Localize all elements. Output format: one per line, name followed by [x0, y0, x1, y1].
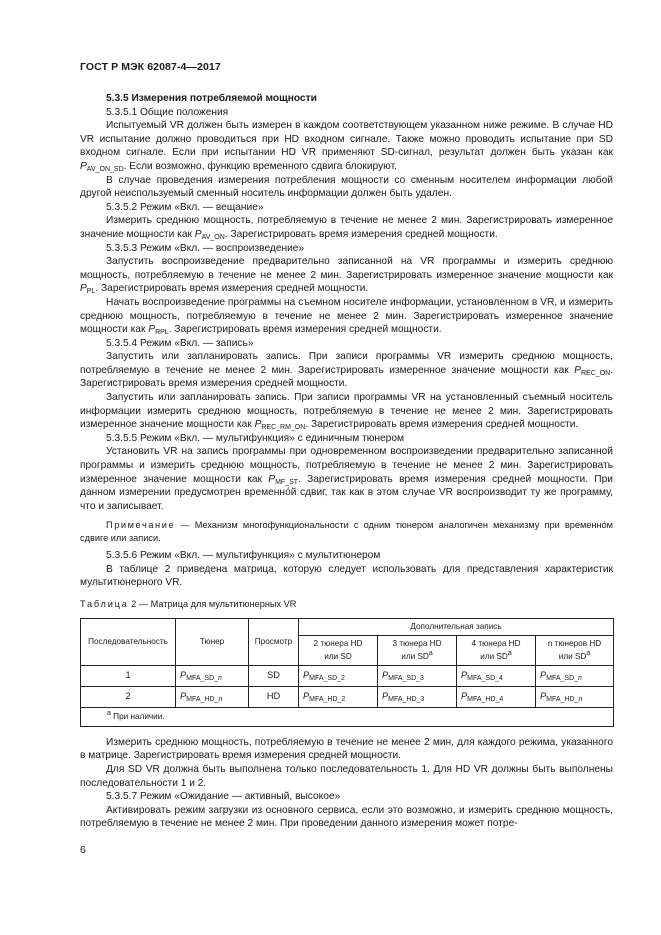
- cell-value: $P_{MFA\_SD\_n}$: [536, 665, 614, 686]
- col-header-sequence: Последовательность: [81, 618, 176, 665]
- paragraph: Активировать режим загрузки из основного сервиса, если это возможно, и измерить среднюю мощность, потребляемую в течение не менее 2 мин. При проведении данного измерения может потре-: [80, 804, 613, 830]
- col-header-view: Просмотр: [249, 618, 299, 665]
- document-body: [80, 92, 613, 831]
- cell-value: $P_{MFA\_HD\_4}$: [457, 686, 536, 707]
- cell-tuner: $P_{MFA\_SD\_n}$: [176, 665, 249, 686]
- cell-view: SD: [249, 665, 299, 686]
- subsection-title: 5.3.5.6 Режим «Вкл. — мультифункция» с мультитюнером: [106, 550, 381, 562]
- section-heading: 5.3.5 Измерения потребляемой мощности: [106, 93, 317, 104]
- paragraph: Запустить или запланировать запись. При записи программы VR измерить среднюю мощность, потребляемую в течение не менее 2 мин. Зарегистрировать измеренное значение мощности как $P_{REC\_ON}$. Зарегистрировать время измерения средней мощности.: [80, 351, 613, 390]
- col-header-tuner: Тюнер: [176, 618, 249, 665]
- cell-value: $P_{MFA\_SD\_2}$: [299, 665, 378, 686]
- table-row: [81, 686, 614, 707]
- cell-value: $P_{MFA\_HD\_n}$: [536, 686, 614, 707]
- paragraph: Начать воспроизведение программы на съемном носителе информации, установленном в VR, и измерить среднюю мощность, потребляемую в течение не менее 2 мин. Зарегистрировать измеренное значение мощности как $P_{RPL}$. Зарегистрировать время измерения средней мощности.: [80, 296, 613, 337]
- col-header-4-tuners: 4 тюнера HD или $SD^a$: [457, 635, 536, 665]
- cell-sequence: 1: [81, 665, 176, 686]
- multituner-matrix-table: [80, 618, 614, 727]
- paragraph: Измерить среднюю мощность, потребляемую в течение не менее 2 мин. Зарегистрировать измеренное значение мощности как $P_{AV\_ON}$. Зарегистрировать время измерения средней мощности.: [80, 215, 613, 241]
- paragraph: Испытуемый VR должен быть измерен в каждом соответствующем указанном ниже режиме. В случае HD VR испытание должно проводиться при HD входном сигнале. Также можно проводить испытание при SD входном сигнале. Если при испытании HD VR применяют SD-сигнал, результат должен быть указан как $P_{AV\_ON\_SD}$. Если возможно, функцию временного сдвига блокируют.: [80, 120, 613, 173]
- col-header-n-tuners: n тюнеров HD или $SD^a$: [536, 635, 614, 665]
- col-header-2-tuners: 2 тюнера HD или SD: [299, 635, 378, 665]
- paragraph: Для SD VR должна быть выполнена только последовательность 1. Для HD VR должны быть выполнены последовательности 1 и 2.: [80, 763, 613, 789]
- standard-header: ГОСТ Р МЭК 62087-4—2017: [80, 61, 221, 73]
- col-header-3-tuners: 3 тюнера HD или $SD^a$: [378, 635, 457, 665]
- cell-tuner: $P_{MFA\_HD\_n}$: [176, 686, 249, 707]
- cell-value: $P_{MFA\_SD\_3}$: [378, 665, 457, 686]
- paragraph: Установить VR на запись программы при одновременном воспроизведении предварительно записанной программы и измерить среднюю мощность, потребляемую в течение не менее 2 мин. Зарегистрировать измеренное значение мощности как $P_{MF\_ST}$. Зарегистрировать время измерения средней мощности. При данном измерении предусмотрен временно́й сдвиг, так как в этом случае VR воспроизводит ту же программу, что и записывает.: [80, 446, 613, 512]
- paragraph: В таблице 2 приведена матрица, которую следует использовать для представления характеристик мультитюнерного VR.: [80, 563, 613, 589]
- cell-value: $P_{MFA\_HD\_3}$: [378, 686, 457, 707]
- cell-value: $P_{MFA\_HD\_2}$: [299, 686, 378, 707]
- subsection-title: 5.3.5.4 Режим «Вкл. — запись»: [106, 337, 254, 349]
- col-header-extra-recording: Дополнительная запись: [299, 618, 614, 635]
- paragraph: Запустить или запланировать запись. При записи программы VR на установленный съемный носитель информации измерить среднюю мощность, потребляемую в течение не менее 2 мин. Зарегистрировать измеренное значение мощности как $P_{REC\_RM\_ON}$. Зарегистрировать время измерения средней мощности.: [80, 392, 613, 432]
- paragraph: Запустить воспроизведение предварительно записанной на VR программы и измерить среднюю мощность, потребляемую в течение не менее 2 мин. Зарегистрировать измеренное значение мощности как $P_{PL}$. Зарегистрировать время измерения средней мощности.: [80, 256, 613, 296]
- paragraph: Измерить среднюю мощность, потребляемую в течение не менее 2 мин, для каждого режима, указанного в матрице. Зарегистрировать время измерения средней мощности.: [80, 736, 613, 762]
- subsection-title: 5.3.5.7 Режим «Ожидание — активный, высокое»: [106, 791, 341, 803]
- subsection-title: 5.3.5.1 Общие положения: [106, 106, 229, 118]
- note: Примечание — Механизм многофункциональности с одним тюнером аналогичен механизму при временно́м сдвиге или записи.: [80, 520, 613, 543]
- paragraph: В случае проведения измерения потребления мощности со сменным носителем информации любой другой неиспользуемый сменный носитель информации должен быть удален.: [80, 174, 613, 200]
- subsection-title: 5.3.5.3 Режим «Вкл. — воспроизведение»: [106, 242, 305, 254]
- cell-view: HD: [249, 686, 299, 707]
- cell-value: $P_{MFA\_SD\_4}$: [457, 665, 536, 686]
- table-row: [81, 665, 614, 686]
- subsection-title: 5.3.5.2 Режим «Вкл. — вещание»: [106, 201, 264, 213]
- page-number: 6: [80, 844, 86, 856]
- cell-sequence: 2: [81, 686, 176, 707]
- table-caption: Таблица 2 — Матрица для мультитюнерных VR: [80, 599, 297, 609]
- table-footnote: $^a$ При наличии.: [81, 707, 614, 726]
- subsection-title: 5.3.5.5 Режим «Вкл. — мультифункция» с единичным тюнером: [106, 432, 405, 444]
